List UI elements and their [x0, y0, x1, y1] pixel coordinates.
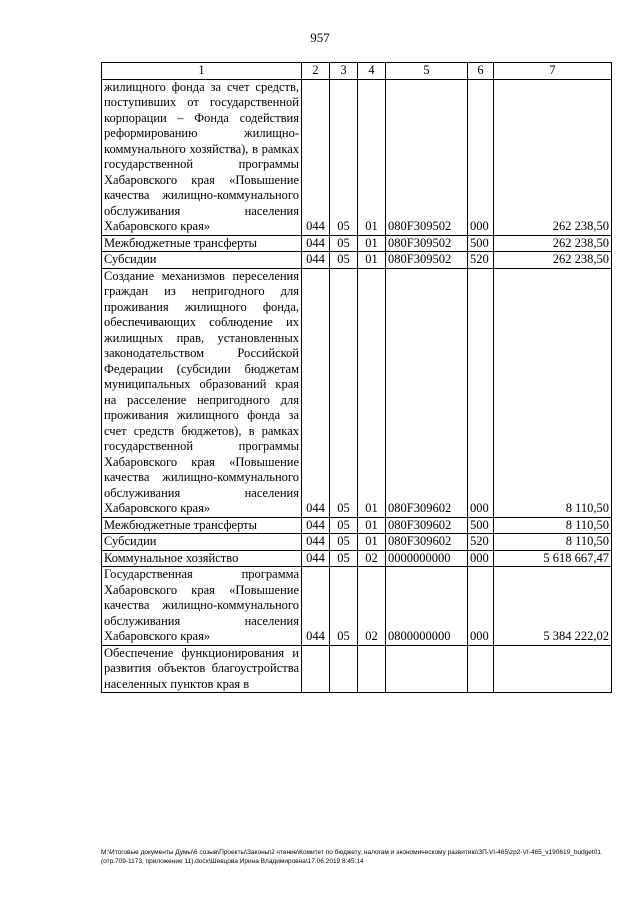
table-row [102, 645, 612, 693]
cell-code: 044 [302, 268, 330, 517]
cell-subsection: 01 [358, 534, 386, 551]
cell-section [330, 645, 358, 693]
cell-type: 520 [468, 252, 494, 269]
cell-type: 000 [468, 550, 494, 567]
table-row [102, 550, 612, 567]
table-row [102, 534, 612, 551]
header-cell: 3 [330, 63, 358, 80]
cell-target: 080F309602 [386, 268, 468, 517]
cell-target: 080F309502 [386, 252, 468, 269]
cell-target: 0800000000 [386, 567, 468, 646]
cell-section: 05 [330, 268, 358, 517]
cell-target: 080F309602 [386, 517, 468, 534]
cell-target: 080F309502 [386, 235, 468, 252]
page-number: 957 [310, 30, 330, 45]
table-row [102, 268, 612, 517]
cell-target: 080F309602 [386, 534, 468, 551]
row-name: Коммунальное хозяйство [102, 550, 302, 567]
row-name: Субсидии [102, 252, 302, 269]
cell-code: 044 [302, 79, 330, 235]
cell-amount: 8 110,50 [494, 268, 612, 517]
cell-amount: 262 238,50 [494, 252, 612, 269]
cell-type: 000 [468, 268, 494, 517]
cell-target [386, 645, 468, 693]
header-cell: 4 [358, 63, 386, 80]
cell-section: 05 [330, 79, 358, 235]
cell-type: 000 [468, 79, 494, 235]
cell-subsection: 02 [358, 567, 386, 646]
cell-subsection: 01 [358, 517, 386, 534]
cell-target: 080F309502 [386, 79, 468, 235]
cell-code: 044 [302, 567, 330, 646]
cell-subsection: 01 [358, 79, 386, 235]
cell-subsection: 02 [358, 550, 386, 567]
cell-section: 05 [330, 534, 358, 551]
cell-type: 500 [468, 517, 494, 534]
cell-type: 500 [468, 235, 494, 252]
cell-subsection: 01 [358, 235, 386, 252]
row-name: Создание механизмов переселения граждан из непригодного для проживания жилищного фонда, обеспечивающих соблюдение их жилищных прав, установленных законодательством Российской Федерации (субсидии бюджетам муниципальных образований края на расселение непригодного для проживания жилищного фонда за счет средств бюджетов), в рамках государственной программы Хабаровского края «Повышение качества жилищно-коммунального обслуживания населения Хабаровского края» [102, 268, 302, 517]
budget-table [101, 62, 612, 693]
row-name: Государственная программа Хабаровского края «Повышение качества жилищно-коммунального обслуживания населения Хабаровского края» [102, 567, 302, 646]
table-row [102, 235, 612, 252]
table-row [102, 79, 612, 235]
cell-section: 05 [330, 550, 358, 567]
header-cell: 6 [468, 63, 494, 80]
row-name: Субсидии [102, 534, 302, 551]
row-name: жилищного фонда за счет средств, поступивших от государственной корпорации – Фонда содействия реформированию жилищно-коммунального хозяйства), в рамках государственной программы Хабаровского края «Повышение качества жилищно-коммунального обслуживания населения Хабаровского края» [102, 79, 302, 235]
cell-amount: 262 238,50 [494, 79, 612, 235]
cell-section: 05 [330, 567, 358, 646]
header-row [102, 63, 612, 80]
cell-section: 05 [330, 252, 358, 269]
header-cell: 5 [386, 63, 468, 80]
cell-subsection: 01 [358, 268, 386, 517]
cell-code: 044 [302, 252, 330, 269]
cell-section: 05 [330, 517, 358, 534]
header-cell: 2 [302, 63, 330, 80]
cell-type: 000 [468, 567, 494, 646]
cell-amount [494, 645, 612, 693]
cell-subsection [358, 645, 386, 693]
cell-target: 0000000000 [386, 550, 468, 567]
row-name: Межбюджетные трансферты [102, 235, 302, 252]
table-row [102, 567, 612, 646]
header-cell: 1 [102, 63, 302, 80]
table-row [102, 517, 612, 534]
row-name: Обеспечение функционирования и развития объектов благоустройства населенных пунктов края в [102, 645, 302, 693]
cell-type [468, 645, 494, 693]
cell-code: 044 [302, 517, 330, 534]
cell-section: 05 [330, 235, 358, 252]
cell-code: 044 [302, 534, 330, 551]
table-row [102, 252, 612, 269]
cell-code: 044 [302, 550, 330, 567]
cell-amount: 5 618 667,47 [494, 550, 612, 567]
cell-code [302, 645, 330, 693]
cell-subsection: 01 [358, 252, 386, 269]
row-name: Межбюджетные трансферты [102, 517, 302, 534]
cell-amount: 262 238,50 [494, 235, 612, 252]
cell-code: 044 [302, 235, 330, 252]
cell-amount: 5 384 222,02 [494, 567, 612, 646]
cell-amount: 8 110,50 [494, 517, 612, 534]
cell-type: 520 [468, 534, 494, 551]
header-cell: 7 [494, 63, 612, 80]
file-path-footer: M:\Итоговые документы Думы\6 созыв\Проекты\Законы\2 чтение\Комитет по бюджету, налогам и экономическому развитию\ЗП-VI-465\zp2-VI-465_v190619_budget01 (отр.709-1173, приложение 11).docx\Шевцова Ирина Владимировна\17.06.2019 8:45:14 [101, 849, 601, 865]
cell-amount: 8 110,50 [494, 534, 612, 551]
